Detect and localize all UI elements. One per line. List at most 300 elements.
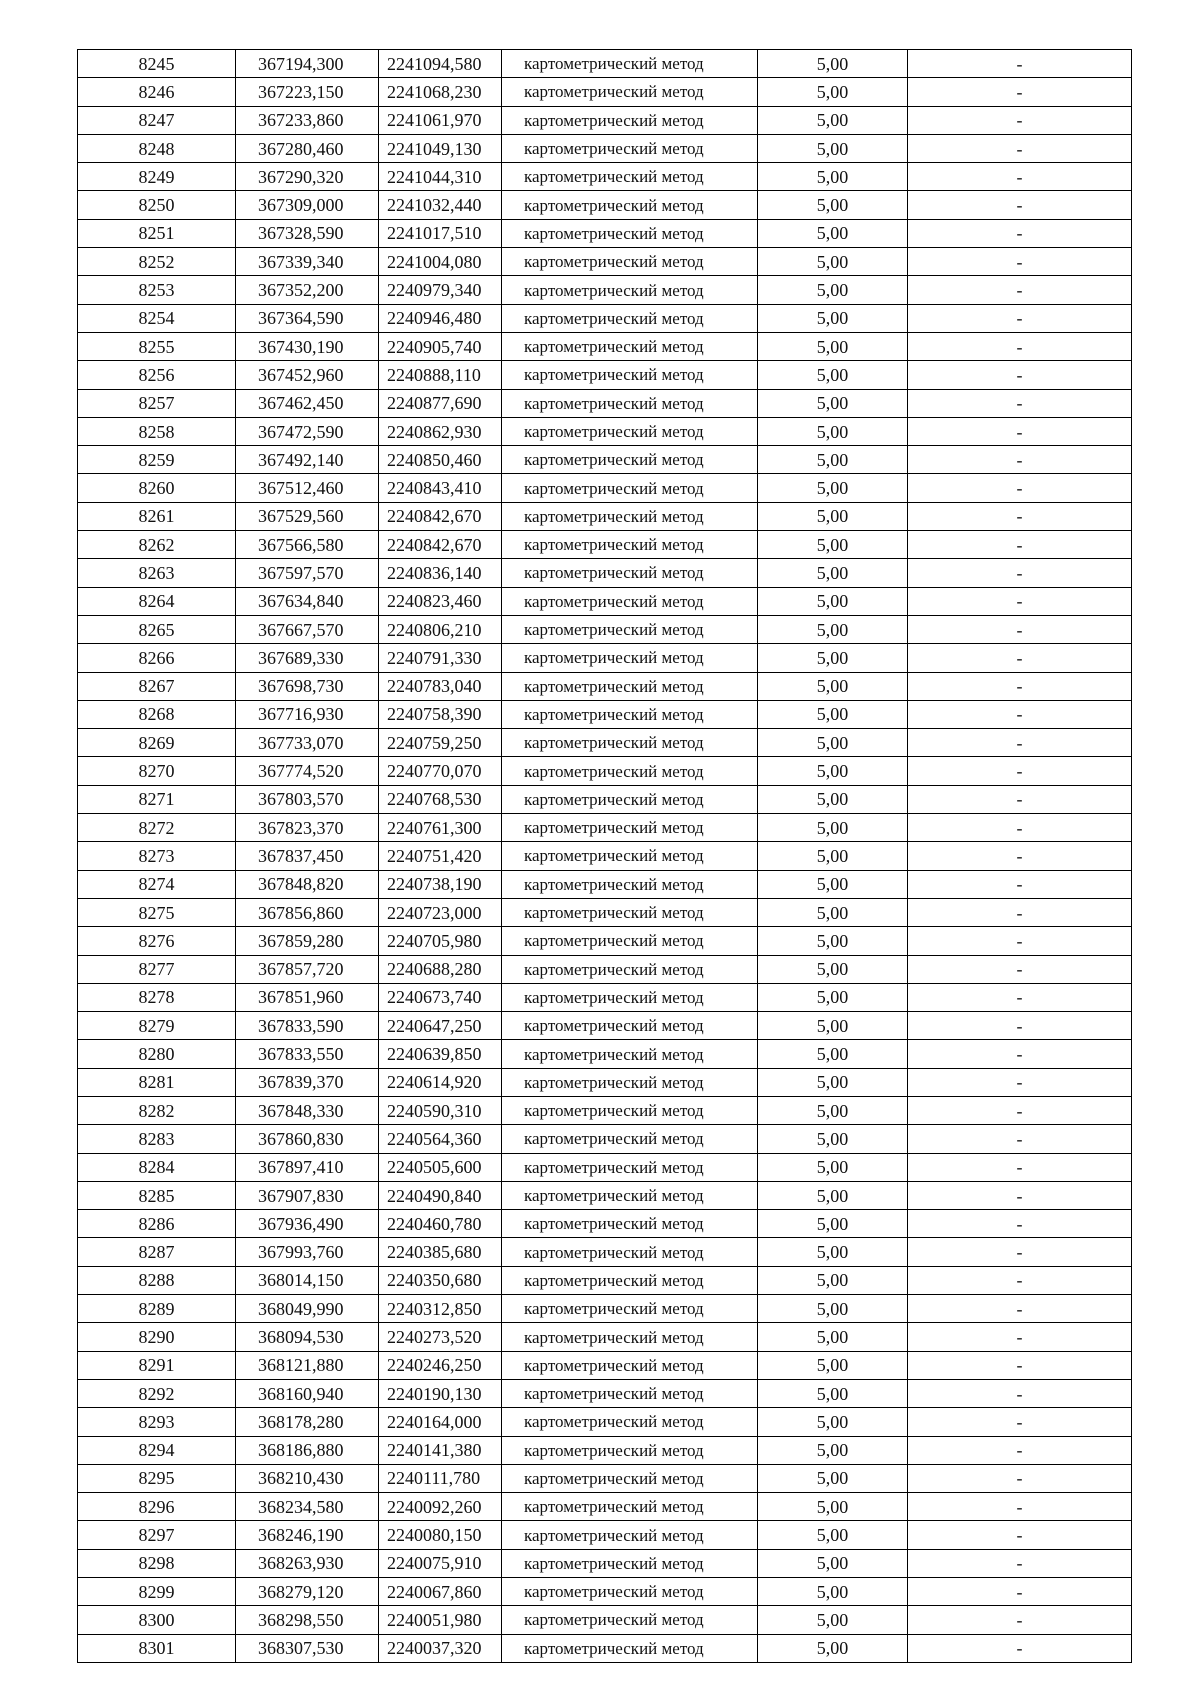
method-cell: картометрический метод bbox=[502, 50, 758, 78]
point-number-cell: 8254 bbox=[78, 304, 236, 332]
note-cell: - bbox=[908, 163, 1132, 191]
y-coordinate-cell: 2240141,380 bbox=[379, 1436, 502, 1464]
y-coordinate-cell: 2240111,780 bbox=[379, 1464, 502, 1492]
note-cell: - bbox=[908, 1096, 1132, 1124]
table-row bbox=[78, 106, 1132, 134]
table-row bbox=[78, 615, 1132, 643]
accuracy-cell: 5,00 bbox=[758, 134, 908, 162]
table-row bbox=[78, 814, 1132, 842]
accuracy-cell: 5,00 bbox=[758, 304, 908, 332]
point-number-cell: 8287 bbox=[78, 1238, 236, 1266]
accuracy-cell: 5,00 bbox=[758, 446, 908, 474]
point-number-cell: 8272 bbox=[78, 814, 236, 842]
table-row bbox=[78, 1068, 1132, 1096]
y-coordinate-cell: 2241004,080 bbox=[379, 248, 502, 276]
table-row bbox=[78, 672, 1132, 700]
y-coordinate-cell: 2241044,310 bbox=[379, 163, 502, 191]
method-cell: картометрический метод bbox=[502, 1295, 758, 1323]
method-cell: картометрический метод bbox=[502, 1068, 758, 1096]
table-row bbox=[78, 1521, 1132, 1549]
method-cell: картометрический метод bbox=[502, 191, 758, 219]
method-cell: картометрический метод bbox=[502, 332, 758, 360]
note-cell: - bbox=[908, 615, 1132, 643]
note-cell: - bbox=[908, 78, 1132, 106]
table-row bbox=[78, 1379, 1132, 1407]
method-cell: картометрический метод bbox=[502, 814, 758, 842]
x-coordinate-cell: 367833,590 bbox=[236, 1012, 379, 1040]
point-number-cell: 8247 bbox=[78, 106, 236, 134]
y-coordinate-cell: 2240823,460 bbox=[379, 587, 502, 615]
x-coordinate-cell: 367233,860 bbox=[236, 106, 379, 134]
table-row bbox=[78, 417, 1132, 445]
table-row bbox=[78, 163, 1132, 191]
x-coordinate-cell: 367851,960 bbox=[236, 983, 379, 1011]
y-coordinate-cell: 2240761,300 bbox=[379, 814, 502, 842]
y-coordinate-cell: 2240490,840 bbox=[379, 1181, 502, 1209]
method-cell: картометрический метод bbox=[502, 389, 758, 417]
method-cell: картометрический метод bbox=[502, 219, 758, 247]
method-cell: картометрический метод bbox=[502, 1266, 758, 1294]
point-number-cell: 8289 bbox=[78, 1295, 236, 1323]
method-cell: картометрический метод bbox=[502, 1210, 758, 1238]
table-row bbox=[78, 219, 1132, 247]
x-coordinate-cell: 367472,590 bbox=[236, 417, 379, 445]
note-cell: - bbox=[908, 1210, 1132, 1238]
y-coordinate-cell: 2240092,260 bbox=[379, 1493, 502, 1521]
x-coordinate-cell: 367839,370 bbox=[236, 1068, 379, 1096]
table-row bbox=[78, 1606, 1132, 1634]
x-coordinate-cell: 368186,880 bbox=[236, 1436, 379, 1464]
table-row bbox=[78, 1012, 1132, 1040]
method-cell: картометрический метод bbox=[502, 106, 758, 134]
accuracy-cell: 5,00 bbox=[758, 1379, 908, 1407]
method-cell: картометрический метод bbox=[502, 1153, 758, 1181]
x-coordinate-cell: 367803,570 bbox=[236, 785, 379, 813]
table-row bbox=[78, 729, 1132, 757]
y-coordinate-cell: 2241049,130 bbox=[379, 134, 502, 162]
accuracy-cell: 5,00 bbox=[758, 1323, 908, 1351]
table-row bbox=[78, 1323, 1132, 1351]
x-coordinate-cell: 368094,530 bbox=[236, 1323, 379, 1351]
point-number-cell: 8253 bbox=[78, 276, 236, 304]
y-coordinate-cell: 2240273,520 bbox=[379, 1323, 502, 1351]
table-row bbox=[78, 1436, 1132, 1464]
method-cell: картометрический метод bbox=[502, 1408, 758, 1436]
method-cell: картометрический метод bbox=[502, 1181, 758, 1209]
accuracy-cell: 5,00 bbox=[758, 78, 908, 106]
note-cell: - bbox=[908, 1068, 1132, 1096]
x-coordinate-cell: 367837,450 bbox=[236, 842, 379, 870]
y-coordinate-cell: 2240614,920 bbox=[379, 1068, 502, 1096]
accuracy-cell: 5,00 bbox=[758, 842, 908, 870]
y-coordinate-cell: 2240905,740 bbox=[379, 332, 502, 360]
y-coordinate-cell: 2240590,310 bbox=[379, 1096, 502, 1124]
x-coordinate-cell: 368279,120 bbox=[236, 1578, 379, 1606]
note-cell: - bbox=[908, 417, 1132, 445]
x-coordinate-cell: 368210,430 bbox=[236, 1464, 379, 1492]
y-coordinate-cell: 2240758,390 bbox=[379, 700, 502, 728]
x-coordinate-cell: 367823,370 bbox=[236, 814, 379, 842]
method-cell: картометрический метод bbox=[502, 898, 758, 926]
y-coordinate-cell: 2240888,110 bbox=[379, 361, 502, 389]
x-coordinate-cell: 368014,150 bbox=[236, 1266, 379, 1294]
table-row bbox=[78, 757, 1132, 785]
point-number-cell: 8296 bbox=[78, 1493, 236, 1521]
method-cell: картометрический метод bbox=[502, 785, 758, 813]
table-row bbox=[78, 644, 1132, 672]
x-coordinate-cell: 368307,530 bbox=[236, 1634, 379, 1662]
point-number-cell: 8290 bbox=[78, 1323, 236, 1351]
y-coordinate-cell: 2240505,600 bbox=[379, 1153, 502, 1181]
method-cell: картометрический метод bbox=[502, 757, 758, 785]
point-number-cell: 8295 bbox=[78, 1464, 236, 1492]
table-row bbox=[78, 1238, 1132, 1266]
method-cell: картометрический метод bbox=[502, 304, 758, 332]
point-number-cell: 8265 bbox=[78, 615, 236, 643]
note-cell: - bbox=[908, 1181, 1132, 1209]
accuracy-cell: 5,00 bbox=[758, 417, 908, 445]
method-cell: картометрический метод bbox=[502, 248, 758, 276]
table-row bbox=[78, 502, 1132, 530]
x-coordinate-cell: 367856,860 bbox=[236, 898, 379, 926]
note-cell: - bbox=[908, 502, 1132, 530]
point-number-cell: 8249 bbox=[78, 163, 236, 191]
point-number-cell: 8250 bbox=[78, 191, 236, 219]
point-number-cell: 8271 bbox=[78, 785, 236, 813]
accuracy-cell: 5,00 bbox=[758, 1238, 908, 1266]
method-cell: картометрический метод bbox=[502, 1379, 758, 1407]
method-cell: картометрический метод bbox=[502, 559, 758, 587]
table-row bbox=[78, 842, 1132, 870]
x-coordinate-cell: 367907,830 bbox=[236, 1181, 379, 1209]
x-coordinate-cell: 367833,550 bbox=[236, 1040, 379, 1068]
y-coordinate-cell: 2240770,070 bbox=[379, 757, 502, 785]
note-cell: - bbox=[908, 644, 1132, 672]
method-cell: картометрический метод bbox=[502, 1436, 758, 1464]
note-cell: - bbox=[908, 389, 1132, 417]
method-cell: картометрический метод bbox=[502, 1040, 758, 1068]
table-row bbox=[78, 870, 1132, 898]
point-number-cell: 8262 bbox=[78, 531, 236, 559]
note-cell: - bbox=[908, 757, 1132, 785]
note-cell: - bbox=[908, 1125, 1132, 1153]
table-row bbox=[78, 700, 1132, 728]
point-number-cell: 8292 bbox=[78, 1379, 236, 1407]
point-number-cell: 8279 bbox=[78, 1012, 236, 1040]
note-cell: - bbox=[908, 842, 1132, 870]
x-coordinate-cell: 367733,070 bbox=[236, 729, 379, 757]
accuracy-cell: 5,00 bbox=[758, 870, 908, 898]
point-number-cell: 8270 bbox=[78, 757, 236, 785]
y-coordinate-cell: 2241068,230 bbox=[379, 78, 502, 106]
method-cell: картометрический метод bbox=[502, 163, 758, 191]
accuracy-cell: 5,00 bbox=[758, 50, 908, 78]
method-cell: картометрический метод bbox=[502, 1464, 758, 1492]
y-coordinate-cell: 2240246,250 bbox=[379, 1351, 502, 1379]
note-cell: - bbox=[908, 587, 1132, 615]
y-coordinate-cell: 2240843,410 bbox=[379, 474, 502, 502]
y-coordinate-cell: 2240075,910 bbox=[379, 1549, 502, 1577]
note-cell: - bbox=[908, 729, 1132, 757]
table-row bbox=[78, 1040, 1132, 1068]
accuracy-cell: 5,00 bbox=[758, 1210, 908, 1238]
y-coordinate-cell: 2240738,190 bbox=[379, 870, 502, 898]
x-coordinate-cell: 367290,320 bbox=[236, 163, 379, 191]
accuracy-cell: 5,00 bbox=[758, 587, 908, 615]
method-cell: картометрический метод bbox=[502, 1323, 758, 1351]
table-row bbox=[78, 50, 1132, 78]
accuracy-cell: 5,00 bbox=[758, 1549, 908, 1577]
accuracy-cell: 5,00 bbox=[758, 219, 908, 247]
table-row bbox=[78, 304, 1132, 332]
point-number-cell: 8293 bbox=[78, 1408, 236, 1436]
x-coordinate-cell: 367462,450 bbox=[236, 389, 379, 417]
accuracy-cell: 5,00 bbox=[758, 1125, 908, 1153]
accuracy-cell: 5,00 bbox=[758, 474, 908, 502]
x-coordinate-cell: 367857,720 bbox=[236, 955, 379, 983]
table-row bbox=[78, 1464, 1132, 1492]
point-number-cell: 8273 bbox=[78, 842, 236, 870]
table-row bbox=[78, 191, 1132, 219]
point-number-cell: 8300 bbox=[78, 1606, 236, 1634]
point-number-cell: 8301 bbox=[78, 1634, 236, 1662]
point-number-cell: 8256 bbox=[78, 361, 236, 389]
y-coordinate-cell: 2240842,670 bbox=[379, 502, 502, 530]
x-coordinate-cell: 367280,460 bbox=[236, 134, 379, 162]
x-coordinate-cell: 367339,340 bbox=[236, 248, 379, 276]
x-coordinate-cell: 367194,300 bbox=[236, 50, 379, 78]
method-cell: картометрический метод bbox=[502, 78, 758, 106]
note-cell: - bbox=[908, 1012, 1132, 1040]
method-cell: картометрический метод bbox=[502, 502, 758, 530]
x-coordinate-cell: 367848,820 bbox=[236, 870, 379, 898]
table-row bbox=[78, 1634, 1132, 1662]
point-number-cell: 8264 bbox=[78, 587, 236, 615]
accuracy-cell: 5,00 bbox=[758, 1464, 908, 1492]
accuracy-cell: 5,00 bbox=[758, 644, 908, 672]
note-cell: - bbox=[908, 191, 1132, 219]
method-cell: картометрический метод bbox=[502, 672, 758, 700]
method-cell: картометрический метод bbox=[502, 955, 758, 983]
y-coordinate-cell: 2240164,000 bbox=[379, 1408, 502, 1436]
table-row bbox=[78, 785, 1132, 813]
x-coordinate-cell: 367897,410 bbox=[236, 1153, 379, 1181]
x-coordinate-cell: 368234,580 bbox=[236, 1493, 379, 1521]
method-cell: картометрический метод bbox=[502, 927, 758, 955]
x-coordinate-cell: 367774,520 bbox=[236, 757, 379, 785]
x-coordinate-cell: 367993,760 bbox=[236, 1238, 379, 1266]
x-coordinate-cell: 368246,190 bbox=[236, 1521, 379, 1549]
method-cell: картометрический метод bbox=[502, 1096, 758, 1124]
note-cell: - bbox=[908, 1379, 1132, 1407]
y-coordinate-cell: 2240037,320 bbox=[379, 1634, 502, 1662]
y-coordinate-cell: 2240385,680 bbox=[379, 1238, 502, 1266]
x-coordinate-cell: 367859,280 bbox=[236, 927, 379, 955]
note-cell: - bbox=[908, 531, 1132, 559]
y-coordinate-cell: 2240350,680 bbox=[379, 1266, 502, 1294]
accuracy-cell: 5,00 bbox=[758, 983, 908, 1011]
table-row bbox=[78, 1096, 1132, 1124]
point-number-cell: 8285 bbox=[78, 1181, 236, 1209]
accuracy-cell: 5,00 bbox=[758, 1493, 908, 1521]
method-cell: картометрический метод bbox=[502, 729, 758, 757]
method-cell: картометрический метод bbox=[502, 615, 758, 643]
x-coordinate-cell: 368298,550 bbox=[236, 1606, 379, 1634]
method-cell: картометрический метод bbox=[502, 531, 758, 559]
point-number-cell: 8245 bbox=[78, 50, 236, 78]
method-cell: картометрический метод bbox=[502, 1351, 758, 1379]
point-number-cell: 8263 bbox=[78, 559, 236, 587]
table-row bbox=[78, 361, 1132, 389]
note-cell: - bbox=[908, 134, 1132, 162]
accuracy-cell: 5,00 bbox=[758, 615, 908, 643]
table-row bbox=[78, 78, 1132, 106]
x-coordinate-cell: 367512,460 bbox=[236, 474, 379, 502]
accuracy-cell: 5,00 bbox=[758, 700, 908, 728]
x-coordinate-cell: 367566,580 bbox=[236, 531, 379, 559]
accuracy-cell: 5,00 bbox=[758, 1153, 908, 1181]
table-row bbox=[78, 983, 1132, 1011]
accuracy-cell: 5,00 bbox=[758, 531, 908, 559]
point-number-cell: 8267 bbox=[78, 672, 236, 700]
note-cell: - bbox=[908, 955, 1132, 983]
point-number-cell: 8246 bbox=[78, 78, 236, 106]
accuracy-cell: 5,00 bbox=[758, 1096, 908, 1124]
method-cell: картометрический метод bbox=[502, 700, 758, 728]
table-row bbox=[78, 898, 1132, 926]
method-cell: картометрический метод bbox=[502, 870, 758, 898]
table-row bbox=[78, 1125, 1132, 1153]
point-number-cell: 8288 bbox=[78, 1266, 236, 1294]
accuracy-cell: 5,00 bbox=[758, 1578, 908, 1606]
note-cell: - bbox=[908, 785, 1132, 813]
y-coordinate-cell: 2240842,670 bbox=[379, 531, 502, 559]
method-cell: картометрический метод bbox=[502, 1125, 758, 1153]
point-number-cell: 8274 bbox=[78, 870, 236, 898]
point-number-cell: 8282 bbox=[78, 1096, 236, 1124]
accuracy-cell: 5,00 bbox=[758, 814, 908, 842]
accuracy-cell: 5,00 bbox=[758, 1634, 908, 1662]
table-row bbox=[78, 1153, 1132, 1181]
method-cell: картометрический метод bbox=[502, 474, 758, 502]
accuracy-cell: 5,00 bbox=[758, 1408, 908, 1436]
y-coordinate-cell: 2241017,510 bbox=[379, 219, 502, 247]
x-coordinate-cell: 367860,830 bbox=[236, 1125, 379, 1153]
y-coordinate-cell: 2240979,340 bbox=[379, 276, 502, 304]
y-coordinate-cell: 2241094,580 bbox=[379, 50, 502, 78]
method-cell: картометрический метод bbox=[502, 1634, 758, 1662]
note-cell: - bbox=[908, 1464, 1132, 1492]
note-cell: - bbox=[908, 1578, 1132, 1606]
accuracy-cell: 5,00 bbox=[758, 191, 908, 219]
accuracy-cell: 5,00 bbox=[758, 757, 908, 785]
point-number-cell: 8269 bbox=[78, 729, 236, 757]
x-coordinate-cell: 367309,000 bbox=[236, 191, 379, 219]
note-cell: - bbox=[908, 559, 1132, 587]
table-row bbox=[78, 1493, 1132, 1521]
method-cell: картометрический метод bbox=[502, 1549, 758, 1577]
y-coordinate-cell: 2240862,930 bbox=[379, 417, 502, 445]
method-cell: картометрический метод bbox=[502, 1578, 758, 1606]
note-cell: - bbox=[908, 332, 1132, 360]
method-cell: картометрический метод bbox=[502, 644, 758, 672]
y-coordinate-cell: 2240836,140 bbox=[379, 559, 502, 587]
note-cell: - bbox=[908, 1493, 1132, 1521]
x-coordinate-cell: 367452,960 bbox=[236, 361, 379, 389]
accuracy-cell: 5,00 bbox=[758, 1266, 908, 1294]
y-coordinate-cell: 2240850,460 bbox=[379, 446, 502, 474]
x-coordinate-cell: 367529,560 bbox=[236, 502, 379, 530]
point-number-cell: 8277 bbox=[78, 955, 236, 983]
method-cell: картометрический метод bbox=[502, 446, 758, 474]
accuracy-cell: 5,00 bbox=[758, 672, 908, 700]
point-number-cell: 8260 bbox=[78, 474, 236, 502]
table-row bbox=[78, 1351, 1132, 1379]
x-coordinate-cell: 368160,940 bbox=[236, 1379, 379, 1407]
accuracy-cell: 5,00 bbox=[758, 559, 908, 587]
accuracy-cell: 5,00 bbox=[758, 1606, 908, 1634]
accuracy-cell: 5,00 bbox=[758, 163, 908, 191]
x-coordinate-cell: 368049,990 bbox=[236, 1295, 379, 1323]
table-row bbox=[78, 1295, 1132, 1323]
y-coordinate-cell: 2240783,040 bbox=[379, 672, 502, 700]
note-cell: - bbox=[908, 870, 1132, 898]
table-row bbox=[78, 927, 1132, 955]
note-cell: - bbox=[908, 983, 1132, 1011]
method-cell: картометрический метод bbox=[502, 134, 758, 162]
point-number-cell: 8298 bbox=[78, 1549, 236, 1577]
accuracy-cell: 5,00 bbox=[758, 389, 908, 417]
accuracy-cell: 5,00 bbox=[758, 1068, 908, 1096]
x-coordinate-cell: 367716,930 bbox=[236, 700, 379, 728]
note-cell: - bbox=[908, 50, 1132, 78]
y-coordinate-cell: 2240190,130 bbox=[379, 1379, 502, 1407]
accuracy-cell: 5,00 bbox=[758, 361, 908, 389]
note-cell: - bbox=[908, 248, 1132, 276]
x-coordinate-cell: 367848,330 bbox=[236, 1096, 379, 1124]
accuracy-cell: 5,00 bbox=[758, 1012, 908, 1040]
table-row bbox=[78, 531, 1132, 559]
point-number-cell: 8284 bbox=[78, 1153, 236, 1181]
method-cell: картометрический метод bbox=[502, 842, 758, 870]
accuracy-cell: 5,00 bbox=[758, 1040, 908, 1068]
x-coordinate-cell: 367492,140 bbox=[236, 446, 379, 474]
note-cell: - bbox=[908, 1549, 1132, 1577]
point-number-cell: 8252 bbox=[78, 248, 236, 276]
y-coordinate-cell: 2240877,690 bbox=[379, 389, 502, 417]
note-cell: - bbox=[908, 1295, 1132, 1323]
method-cell: картометрический метод bbox=[502, 1493, 758, 1521]
table-row bbox=[78, 446, 1132, 474]
table-row bbox=[78, 332, 1132, 360]
accuracy-cell: 5,00 bbox=[758, 276, 908, 304]
method-cell: картометрический метод bbox=[502, 587, 758, 615]
note-cell: - bbox=[908, 1153, 1132, 1181]
accuracy-cell: 5,00 bbox=[758, 1181, 908, 1209]
y-coordinate-cell: 2240751,420 bbox=[379, 842, 502, 870]
point-number-cell: 8278 bbox=[78, 983, 236, 1011]
point-number-cell: 8266 bbox=[78, 644, 236, 672]
accuracy-cell: 5,00 bbox=[758, 729, 908, 757]
x-coordinate-cell: 367328,590 bbox=[236, 219, 379, 247]
x-coordinate-cell: 367667,570 bbox=[236, 615, 379, 643]
note-cell: - bbox=[908, 446, 1132, 474]
point-number-cell: 8268 bbox=[78, 700, 236, 728]
note-cell: - bbox=[908, 219, 1132, 247]
y-coordinate-cell: 2240723,000 bbox=[379, 898, 502, 926]
x-coordinate-cell: 367430,190 bbox=[236, 332, 379, 360]
accuracy-cell: 5,00 bbox=[758, 1295, 908, 1323]
